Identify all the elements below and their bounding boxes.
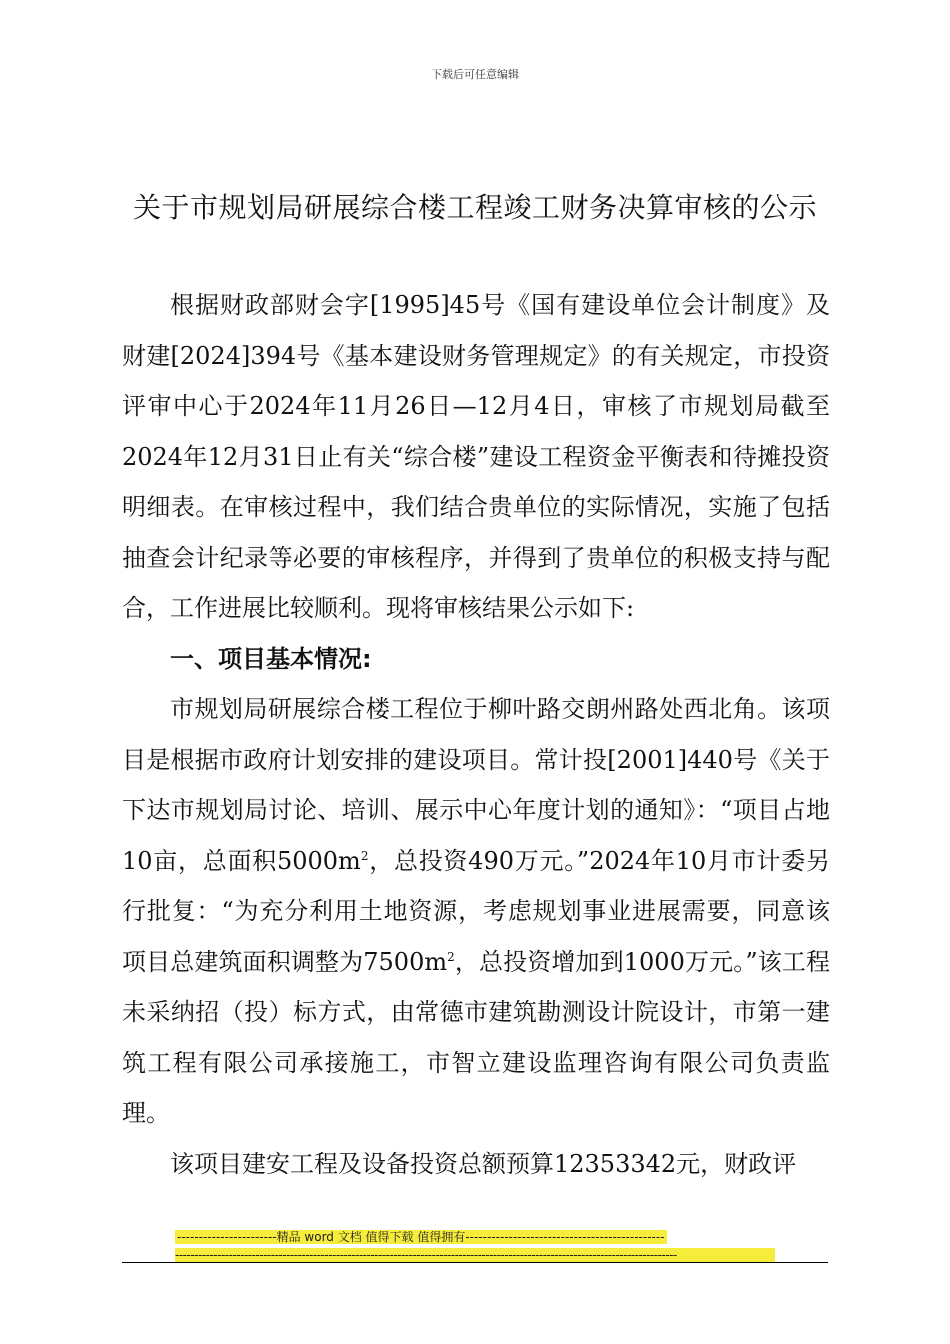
paragraph-project-info: [122, 684, 830, 1139]
footer-banner-line-1: -----------------------精品 word 文档 值得下载 值得拥有----------------------------------------------: [177, 1230, 665, 1244]
section-heading-project-info: 一、项目基本情况:: [170, 644, 372, 673]
header-note: 下载后可任意编辑: [431, 68, 519, 81]
paragraph-basis: 根据财政部财会字[1995]45号《国有建设单位会计制度》及财建[2024]394号《基本建设财务管理规定》的有关规定，市投资评审中心于2024年11月26日—12月4日，审核了市规划局截至2024年12月31日止有关“综合楼”建设工程资金平衡表和待摊投资明细表。在审核过程中，我们结合贵单位的实际情况，实施了包括抽查会计纪录等必要的审核程序，并得到了贵单位的积极支持与配合，工作进展比较顺利。现将审核结果公示如下:: [122, 291, 830, 622]
document-body: [122, 280, 830, 1189]
footer-banner-line-2: -----------------------------------------------------------------------------------------------------------------------------------: [175, 1248, 775, 1262]
document-title: 关于市规划局研展综合楼工程竣工财务决算审核的公示: [132, 191, 817, 224]
project-info-text-1: 市规划局研展综合楼工程位于柳叶路交朗州路处西北角。该项目是根据市政府计划安排的建设项目。常计投[2001]440号《关于下达市规划局讨论、培训、展示中心年度计划的通知》：“项目占地10亩，总面积5000m: [122, 695, 830, 875]
superscript-2: 2: [360, 848, 369, 863]
superscript-2: 2: [447, 949, 455, 964]
project-info-text-2: ，总投资490万元。”2024年10月市计委另行批复：“为充分利用土地资源，考虑规划事业进展需要，同意该项目总建筑面积调整为7500m: [122, 846, 831, 976]
project-info-text-3: ，总投资增加到1000万元。”该工程未采纳招（投）标方式，由常德市建筑勘测设计院设计，市第一建筑工程有限公司承接施工，市智立建设监理咨询有限公司负责监理。: [122, 947, 830, 1127]
paragraph-budget: 该项目建安工程及设备投资总额预算12353342元，财政评: [170, 1149, 797, 1178]
footer-banner: [175, 1230, 775, 1262]
footer-divider: [122, 1262, 828, 1263]
